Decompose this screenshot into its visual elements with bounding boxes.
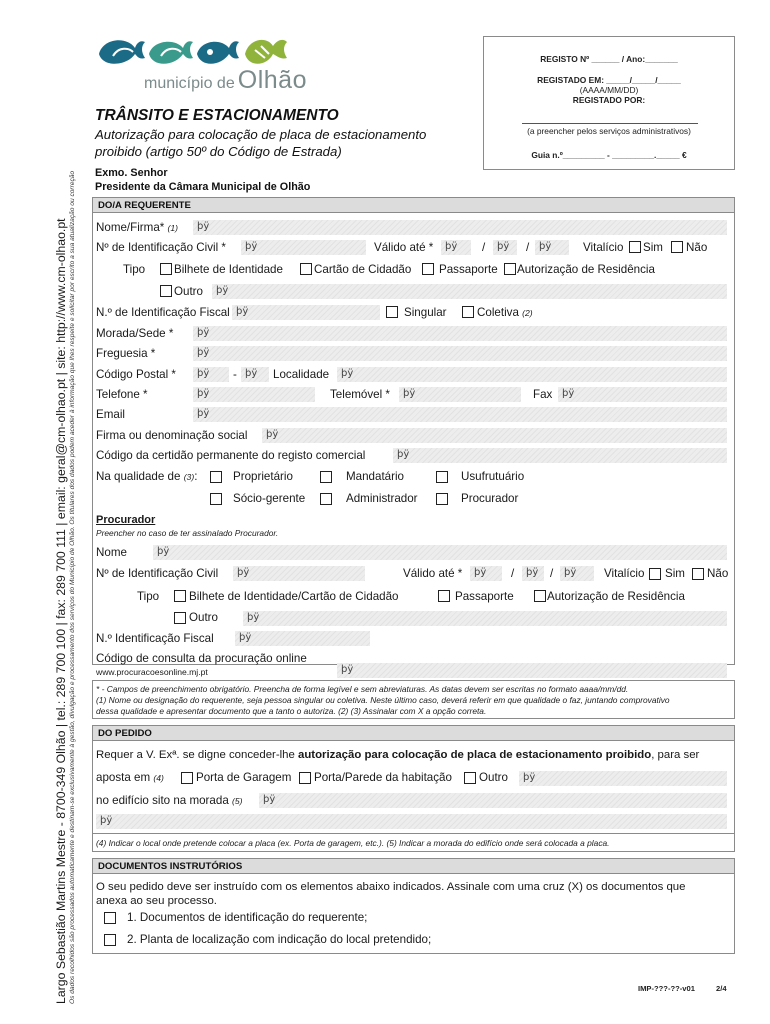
vitalicio-label: Vitalício [583,241,624,254]
nome-field[interactable]: þÿ [193,220,727,235]
proc-nif-field[interactable]: þÿ [235,631,370,646]
sidebar-privacy-notice: Os dados recolhidos são processados automaticamente e destinam-se exclusivamente à gestão, divulgação e processamento dos serviços do Município de Olhão. Os titulares dos dados podem aceder à informação que lhes respeite e solicitar por escrito a sua atualização ou correção [69,170,76,1004]
proc-vitalicio-label: Vitalício [604,567,645,580]
usufrutuario-checkbox[interactable] [436,471,448,483]
qualidade-note: (3) [183,472,195,482]
proc-consulta-label: Código de consulta da procuração online [96,652,307,665]
tipo-residencia-label: Autorização de Residência [517,263,655,276]
edificio-label [96,794,243,807]
administrador-checkbox[interactable] [320,493,332,505]
telemovel-field[interactable]: þÿ [399,387,521,402]
aposta-note: (4) [153,773,164,783]
proc-date-slash-1: / [511,567,515,580]
morada-label: Morada/Sede * [96,327,174,340]
nome-label [96,221,178,234]
page-number: 2/4 [716,984,727,993]
tipo-residencia-checkbox[interactable] [504,263,516,275]
proc-vitalicio-nao-checkbox[interactable] [692,568,704,580]
qualidade-label-text: Na qualidade de [96,470,181,483]
proc-tipo-bicc-checkbox[interactable] [174,590,186,602]
proc-valido-year-field[interactable]: þÿ [470,566,502,581]
proc-tipo-residencia-label: Autorização de Residência [547,590,685,603]
telemovel-label: Telemóvel * [330,388,390,401]
salutation [95,166,310,194]
documento-2-label: 2. Planta de localização com indicação do local pretendido; [127,933,432,946]
sidebar-address: Largo Sebastião Martins Mestre - 8700-349 Olhão | tel.: 289 700 100 | fax: 289 700 111 | email: geral@cm-olhao.pt | site: http://www.cm-olhao.pt [54,218,68,1004]
coletiva-note: (2) [522,308,533,318]
proc-valido-day-field[interactable]: þÿ [560,566,594,581]
page-subtitle: Autorização para colocação de placa de estacionamento proibido (artigo 50º do Código de Estrada) [95,127,427,159]
usufrutuario-label: Usufrutuário [461,470,525,483]
nif-field[interactable]: þÿ [232,305,380,320]
email-label: Email [96,408,125,421]
tipo-bi-checkbox[interactable] [160,263,172,275]
codigo-postal-field-1[interactable]: þÿ [193,367,229,382]
vitalicio-sim-checkbox[interactable] [629,241,641,253]
socio-gerente-label: Sócio-gerente [233,492,306,505]
nome-label-text: Nome/Firma* [96,221,165,234]
documentos-intro-2: anexa ao seu processo. [96,895,217,907]
proprietario-label: Proprietário [233,470,293,483]
morada-field[interactable]: þÿ [193,326,727,341]
proc-tipo-passaporte-checkbox[interactable] [438,590,450,602]
certidao-label: Código da certidão permanente do registo comercial [96,449,366,462]
page-title: TRÂNSITO E ESTACIONAMENTO [95,107,339,124]
proc-nif-label: N.º Identificação Fiscal [96,632,214,645]
tipo-outro-checkbox[interactable] [160,285,172,297]
qualidade-label [96,470,197,483]
pedido-line-1 [96,749,699,761]
pedido-note: (4) Indicar o local onde pretende colocar a placa (ex. Porta de garagem, etc.). (5) Indicar a morada do edifício onde será colocada a placa. [96,838,610,848]
fax-label: Fax [533,388,553,401]
procurador-label: Procurador [461,492,519,505]
form-code: IMP-???-??-v01 [638,984,695,993]
tipo-passaporte-checkbox[interactable] [422,263,434,275]
proc-vitalicio-sim-label: Sim [665,567,685,580]
proc-date-slash-2: / [550,567,554,580]
tipo-passaporte-label: Passaporte [439,263,498,276]
municipality-logo [95,32,320,94]
id-civil-label: Nº de Identificação Civil * [96,241,226,254]
proc-tipo-passaporte-label: Passaporte [455,590,514,603]
proc-valido-month-field[interactable]: þÿ [522,566,544,581]
proc-consulta-field[interactable]: þÿ [337,663,727,678]
singular-checkbox[interactable] [386,306,398,318]
pedido-line-1-pre: Requer a V. Exª. se digne conceder-lhe [96,749,298,761]
porta-parede-checkbox[interactable] [299,772,311,784]
proc-consulta-site[interactable]: www.procuracoesonline.mj.pt [96,667,208,677]
salutation-line-1: Exmo. Senhor [95,167,168,179]
freguesia-field[interactable]: þÿ [193,346,727,361]
aposta-outro-label: Outro [479,771,508,784]
proprietario-checkbox[interactable] [210,471,222,483]
porta-garagem-checkbox[interactable] [181,772,193,784]
edificio-field-2[interactable]: þÿ [96,814,727,829]
section-documentos-header: DOCUMENTOS INSTRUTÓRIOS [92,858,735,874]
logo-municipio-text: município de [144,75,235,92]
proc-id-civil-field[interactable]: þÿ [233,566,365,581]
date-slash-2: / [526,241,530,254]
qualidade-colon: : [194,470,198,483]
aposta-outro-checkbox[interactable] [464,772,476,784]
localidade-label: Localidade [273,368,330,381]
proc-vitalicio-nao-label: Não [707,567,729,580]
procurador-note: Preencher no caso de ter assinalado Procurador. [96,528,279,538]
codigo-postal-label: Código Postal * [96,368,176,381]
mandatario-checkbox[interactable] [320,471,332,483]
coletiva-checkbox[interactable] [462,306,474,318]
documento-2-checkbox[interactable] [104,934,116,946]
date-format-hint: (AAAA/MM/DD) [579,85,639,95]
vitalicio-nao-checkbox[interactable] [671,241,683,253]
valido-label: Válido até * [374,241,434,254]
telefone-field[interactable]: þÿ [193,387,315,402]
telefone-label: Telefone * [96,388,148,401]
edificio-note: (5) [232,796,243,806]
aposta-label-text: aposta em [96,771,151,784]
administrador-label: Administrador [346,492,418,505]
nif-label: N.º de Identificação Fiscal [96,306,230,319]
section-pedido-header: DO PEDIDO [92,725,735,741]
aposta-label [96,771,164,784]
valido-day-field[interactable]: þÿ [535,240,569,255]
procurador-heading: Procurador [96,514,156,526]
id-civil-field[interactable]: þÿ [241,240,366,255]
valido-month-field[interactable]: þÿ [493,240,517,255]
mandatario-label: Mandatário [346,470,405,483]
tipo-outro-field[interactable]: þÿ [212,284,727,299]
firma-field[interactable]: þÿ [262,428,727,443]
proc-tipo-outro-checkbox[interactable] [174,612,186,624]
logo-olhao-text: Olhão [237,66,307,94]
nome-note: (1) [167,223,179,233]
edificio-field[interactable]: þÿ [259,793,727,808]
aposta-outro-field[interactable]: þÿ [519,771,727,786]
note-mandatory: * - Campos de preenchimento obrigatório. Preencha de forma legível e sem abreviaturas. As datas devem ser escritas no formato aaaa/mm/dd. [96,684,629,694]
registo-number: REGISTO Nº ______ / Ano:_______ [540,54,678,64]
tipo-label: Tipo [123,263,146,276]
proc-valido-label: Válido até * [403,567,463,580]
tipo-bi-label: Bilhete de Identidade [174,263,283,276]
certidao-field[interactable]: þÿ [393,448,727,463]
note-1: (1) Nome ou designação do requerente, seja pessoa singular ou coletiva. Neste último caso, deverá referir em que qualidade o faz, juntando comprovativo [96,695,670,705]
tipo-cc-checkbox[interactable] [300,263,312,275]
note-1-cont: dessa qualidade e apresentar documento que a tanto o autoriza. (2) (3) Assinalar com X a opção correta. [96,706,487,716]
fax-field[interactable]: þÿ [558,387,727,402]
firma-label: Firma ou denominação social [96,429,248,442]
porta-parede-label: Porta/Parede da habitação [314,771,452,784]
servicos-note: (a preencher pelos serviços administrativos) [527,126,691,136]
documento-1-label: 1. Documentos de identificação do requerente; [127,911,368,924]
registado-por: REGISTADO POR: [572,95,646,105]
procurador-checkbox[interactable] [436,493,448,505]
valido-year-field[interactable]: þÿ [441,240,471,255]
registration-box [483,36,735,170]
localidade-field[interactable]: þÿ [337,367,727,382]
proc-vitalicio-sim-checkbox[interactable] [649,568,661,580]
socio-gerente-checkbox[interactable] [210,493,222,505]
codigo-postal-field-2[interactable]: þÿ [241,367,269,382]
vitalicio-nao-label: Não [686,241,708,254]
date-slash-1: / [482,241,486,254]
salutation-line-2: Presidente da Câmara Municipal de Olhão [95,181,311,193]
pedido-line-1-post: , para ser [651,749,700,761]
fish-logo-icon [95,32,320,70]
proc-tipo-outro-field[interactable]: þÿ [243,611,727,626]
tipo-outro-label: Outro [174,285,203,298]
proc-tipo-residencia-checkbox[interactable] [534,590,546,602]
vitalicio-sim-label: Sim [643,241,663,254]
registado-em: REGISTADO EM: _____/_____/_____ [537,75,681,85]
singular-label: Singular [404,306,447,319]
tipo-cc-label: Cartão de Cidadão [314,263,412,276]
codigo-postal-dash: - [233,368,237,381]
documentos-intro-1: O seu pedido deve ser instruído com os elementos abaixo indicados. Assinale com uma cruz (X) os documentos que [96,881,686,893]
email-field[interactable]: þÿ [193,407,727,422]
coletiva-label-text: Coletiva [477,306,519,319]
coletiva-label [477,306,533,319]
proc-tipo-label: Tipo [137,590,160,603]
porta-garagem-label: Porta de Garagem [196,771,292,784]
proc-tipo-bicc-label: Bilhete de Identidade/Cartão de Cidadão [189,590,399,603]
documento-1-checkbox[interactable] [104,912,116,924]
proc-tipo-outro-label: Outro [189,611,218,624]
registado-por-line [522,123,698,124]
proc-nome-field[interactable]: þÿ [153,545,727,560]
freguesia-label: Freguesia * [96,347,156,360]
proc-id-civil-label: Nº de Identificação Civil [96,567,219,580]
guia-number: Guia n.º_________ - _________._____ € [531,150,687,160]
proc-nome-label: Nome [96,546,127,559]
edificio-label-text: no edifício sito na morada [96,794,229,807]
section-requerente-header: DO/A REQUERENTE [92,197,735,213]
pedido-line-1-bold: autorização para colocação de placa de estacionamento proibido [298,749,652,761]
